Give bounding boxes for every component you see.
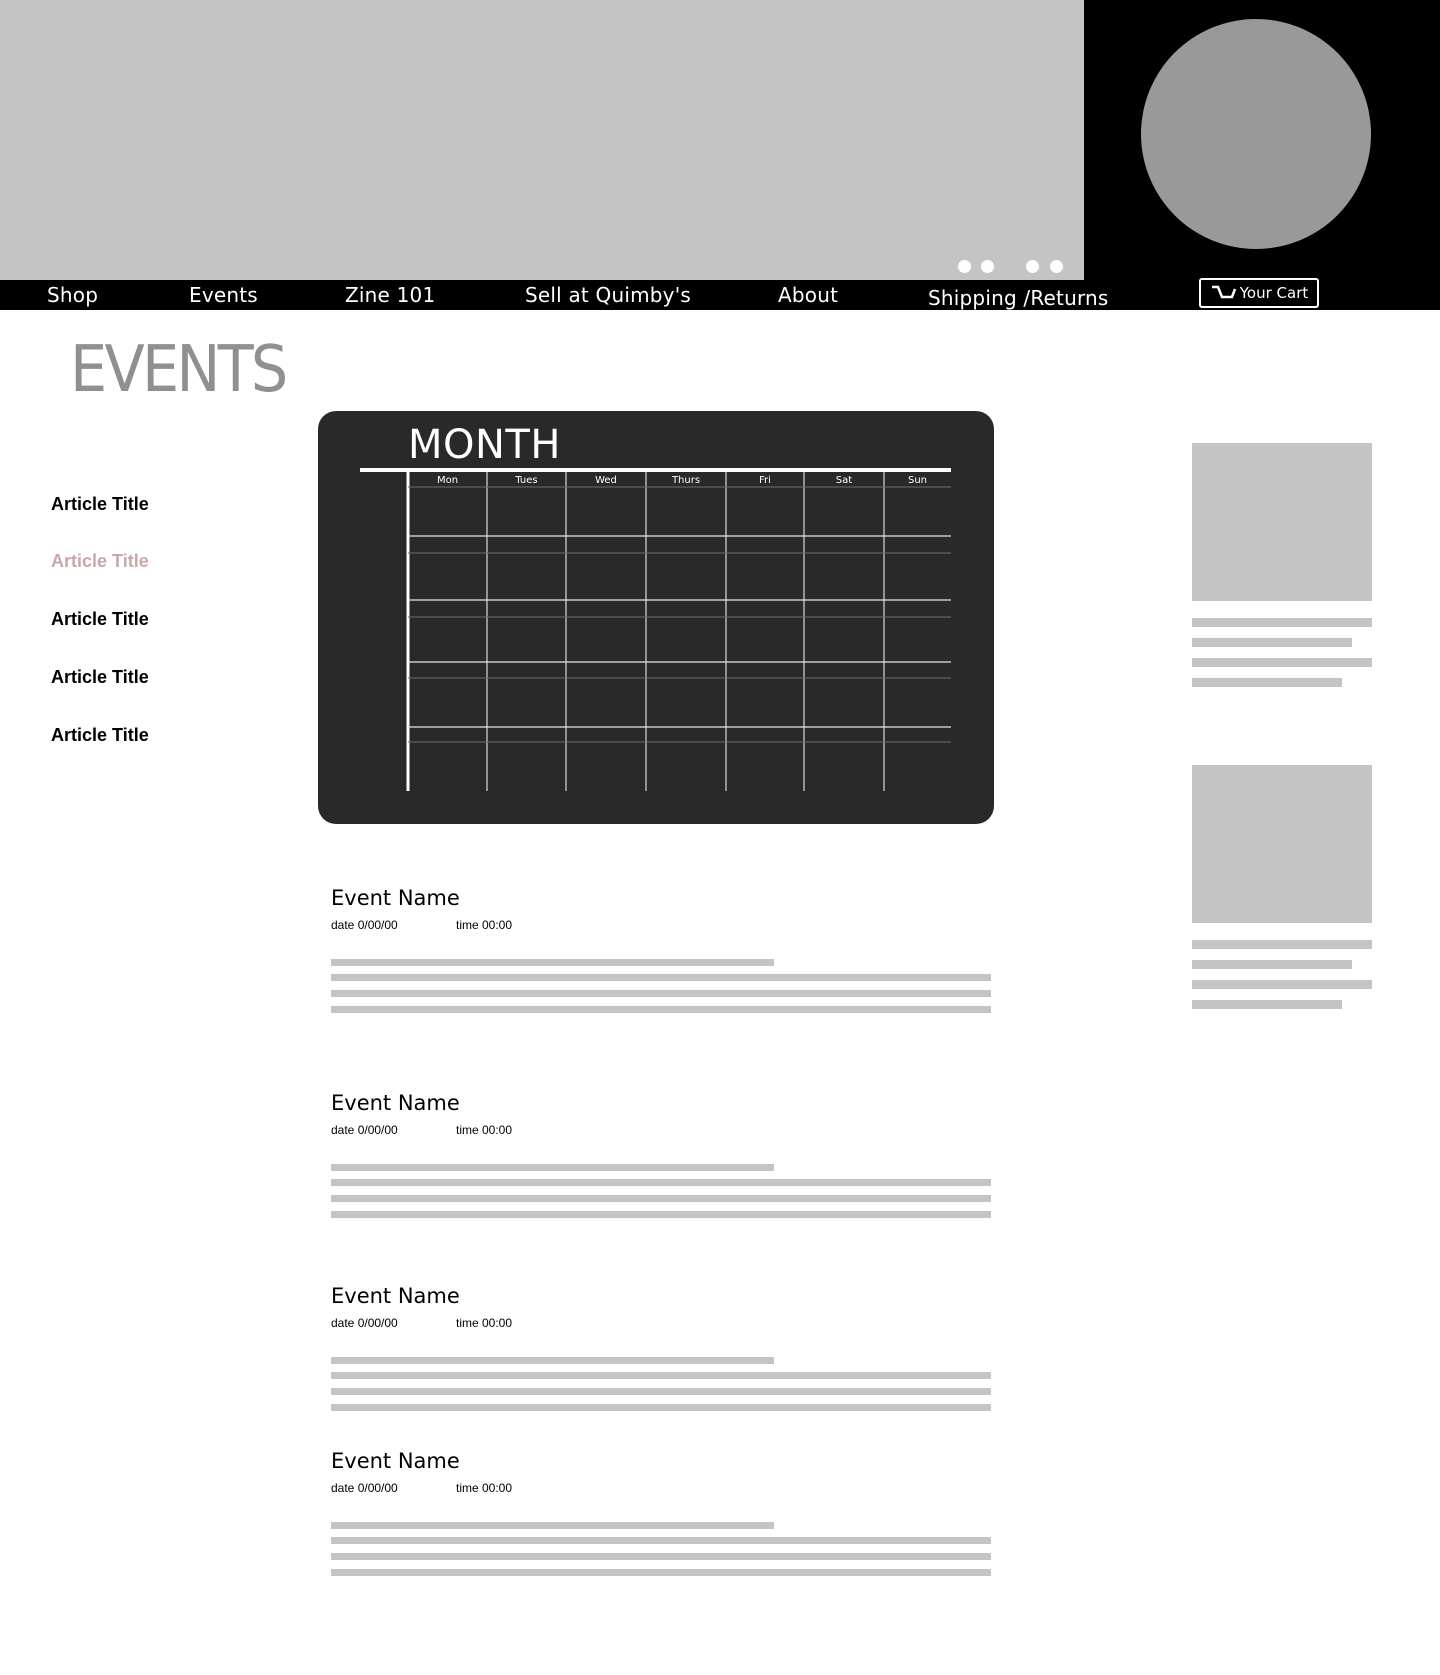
event-item: [331, 885, 991, 1035]
sidebar-text-line: [1192, 618, 1372, 627]
carousel-dot-1[interactable]: [958, 260, 971, 273]
article-link[interactable]: Article Title: [51, 725, 149, 745]
event-item: [331, 1283, 991, 1433]
calendar-widget: [318, 411, 994, 824]
nav-item-shipping-returns[interactable]: Shipping /Returns: [928, 286, 1109, 310]
calendar-month-title: MONTH: [408, 422, 561, 468]
text-placeholder-line: [331, 1195, 991, 1202]
hero-banner-image: [0, 0, 1084, 280]
article-link[interactable]: Article Title: [51, 667, 149, 687]
event-time: time 00:00: [456, 1316, 513, 1330]
text-placeholder-line: [331, 1388, 991, 1395]
text-placeholder-line: [331, 1537, 991, 1544]
article-link[interactable]: Article Title: [51, 609, 149, 629]
sidebar-text-line: [1192, 658, 1372, 667]
text-placeholder-line: [331, 1522, 774, 1529]
event-item: [331, 1090, 991, 1240]
carousel-dot-4[interactable]: [1050, 260, 1063, 273]
carousel-dot-3[interactable]: [1026, 260, 1039, 273]
nav-item-events[interactable]: Events: [189, 283, 258, 307]
nav-item-about[interactable]: About: [778, 283, 839, 307]
calendar-day-label: Fri: [759, 475, 771, 486]
text-placeholder-line: [331, 1357, 774, 1364]
event-date: date 0/00/00: [331, 1481, 398, 1495]
event-date: date 0/00/00: [331, 1123, 398, 1137]
sidebar-text-line: [1192, 638, 1352, 647]
cart-icon: [1210, 284, 1238, 302]
nav-item-zine-101[interactable]: Zine 101: [345, 283, 436, 307]
text-placeholder-line: [331, 1404, 991, 1411]
article-link[interactable]: Article Title: [51, 494, 149, 514]
calendar-day-label: Thurs: [671, 475, 701, 486]
calendar-day-label: Sun: [907, 475, 928, 486]
event-name[interactable]: Event Name: [331, 1449, 460, 1473]
text-placeholder-line: [331, 1372, 991, 1379]
event-item: [331, 1448, 991, 1598]
text-placeholder-line: [331, 990, 991, 997]
event-date: date 0/00/00: [331, 1316, 398, 1330]
sidebar-text-line: [1192, 940, 1372, 949]
main-nav: [0, 280, 1440, 310]
text-placeholder-line: [331, 974, 991, 981]
event-time: time 00:00: [456, 1481, 513, 1495]
event-name[interactable]: Event Name: [331, 886, 460, 910]
calendar-day-label: Sat: [835, 475, 853, 486]
nav-item-shop[interactable]: Shop: [47, 283, 99, 307]
cart-label: Your Cart: [1239, 284, 1309, 302]
hero-side-panel: [1084, 0, 1440, 280]
event-time: time 00:00: [456, 1123, 513, 1137]
event-name[interactable]: Event Name: [331, 1091, 460, 1115]
cart-button[interactable]: [1199, 278, 1319, 308]
text-placeholder-line: [331, 1569, 991, 1576]
text-placeholder-line: [331, 959, 774, 966]
text-placeholder-line: [331, 1553, 991, 1560]
sidebar-text-line: [1192, 960, 1352, 969]
sidebar-text-line: [1192, 1000, 1342, 1009]
calendar-day-label: Tues: [515, 475, 538, 486]
event-time: time 00:00: [456, 918, 513, 932]
logo-placeholder[interactable]: [1141, 19, 1371, 249]
page-title: EVENTS: [70, 333, 286, 407]
text-placeholder-line: [331, 1211, 991, 1218]
carousel-dot-2[interactable]: [981, 260, 994, 273]
event-date: date 0/00/00: [331, 918, 398, 932]
article-link-active[interactable]: Article Title: [51, 551, 149, 571]
sidebar-image-placeholder[interactable]: [1192, 765, 1372, 923]
event-name[interactable]: Event Name: [331, 1284, 460, 1308]
nav-item-sell[interactable]: Sell at Quimby's: [525, 283, 692, 307]
sidebar-image-placeholder[interactable]: [1192, 443, 1372, 601]
calendar-day-label: Mon: [436, 475, 459, 486]
text-placeholder-line: [331, 1006, 991, 1013]
calendar-grid: [318, 411, 994, 824]
text-placeholder-line: [331, 1164, 774, 1171]
calendar-day-label: Wed: [595, 475, 617, 486]
sidebar-text-line: [1192, 678, 1342, 687]
sidebar-text-line: [1192, 980, 1372, 989]
text-placeholder-line: [331, 1179, 991, 1186]
